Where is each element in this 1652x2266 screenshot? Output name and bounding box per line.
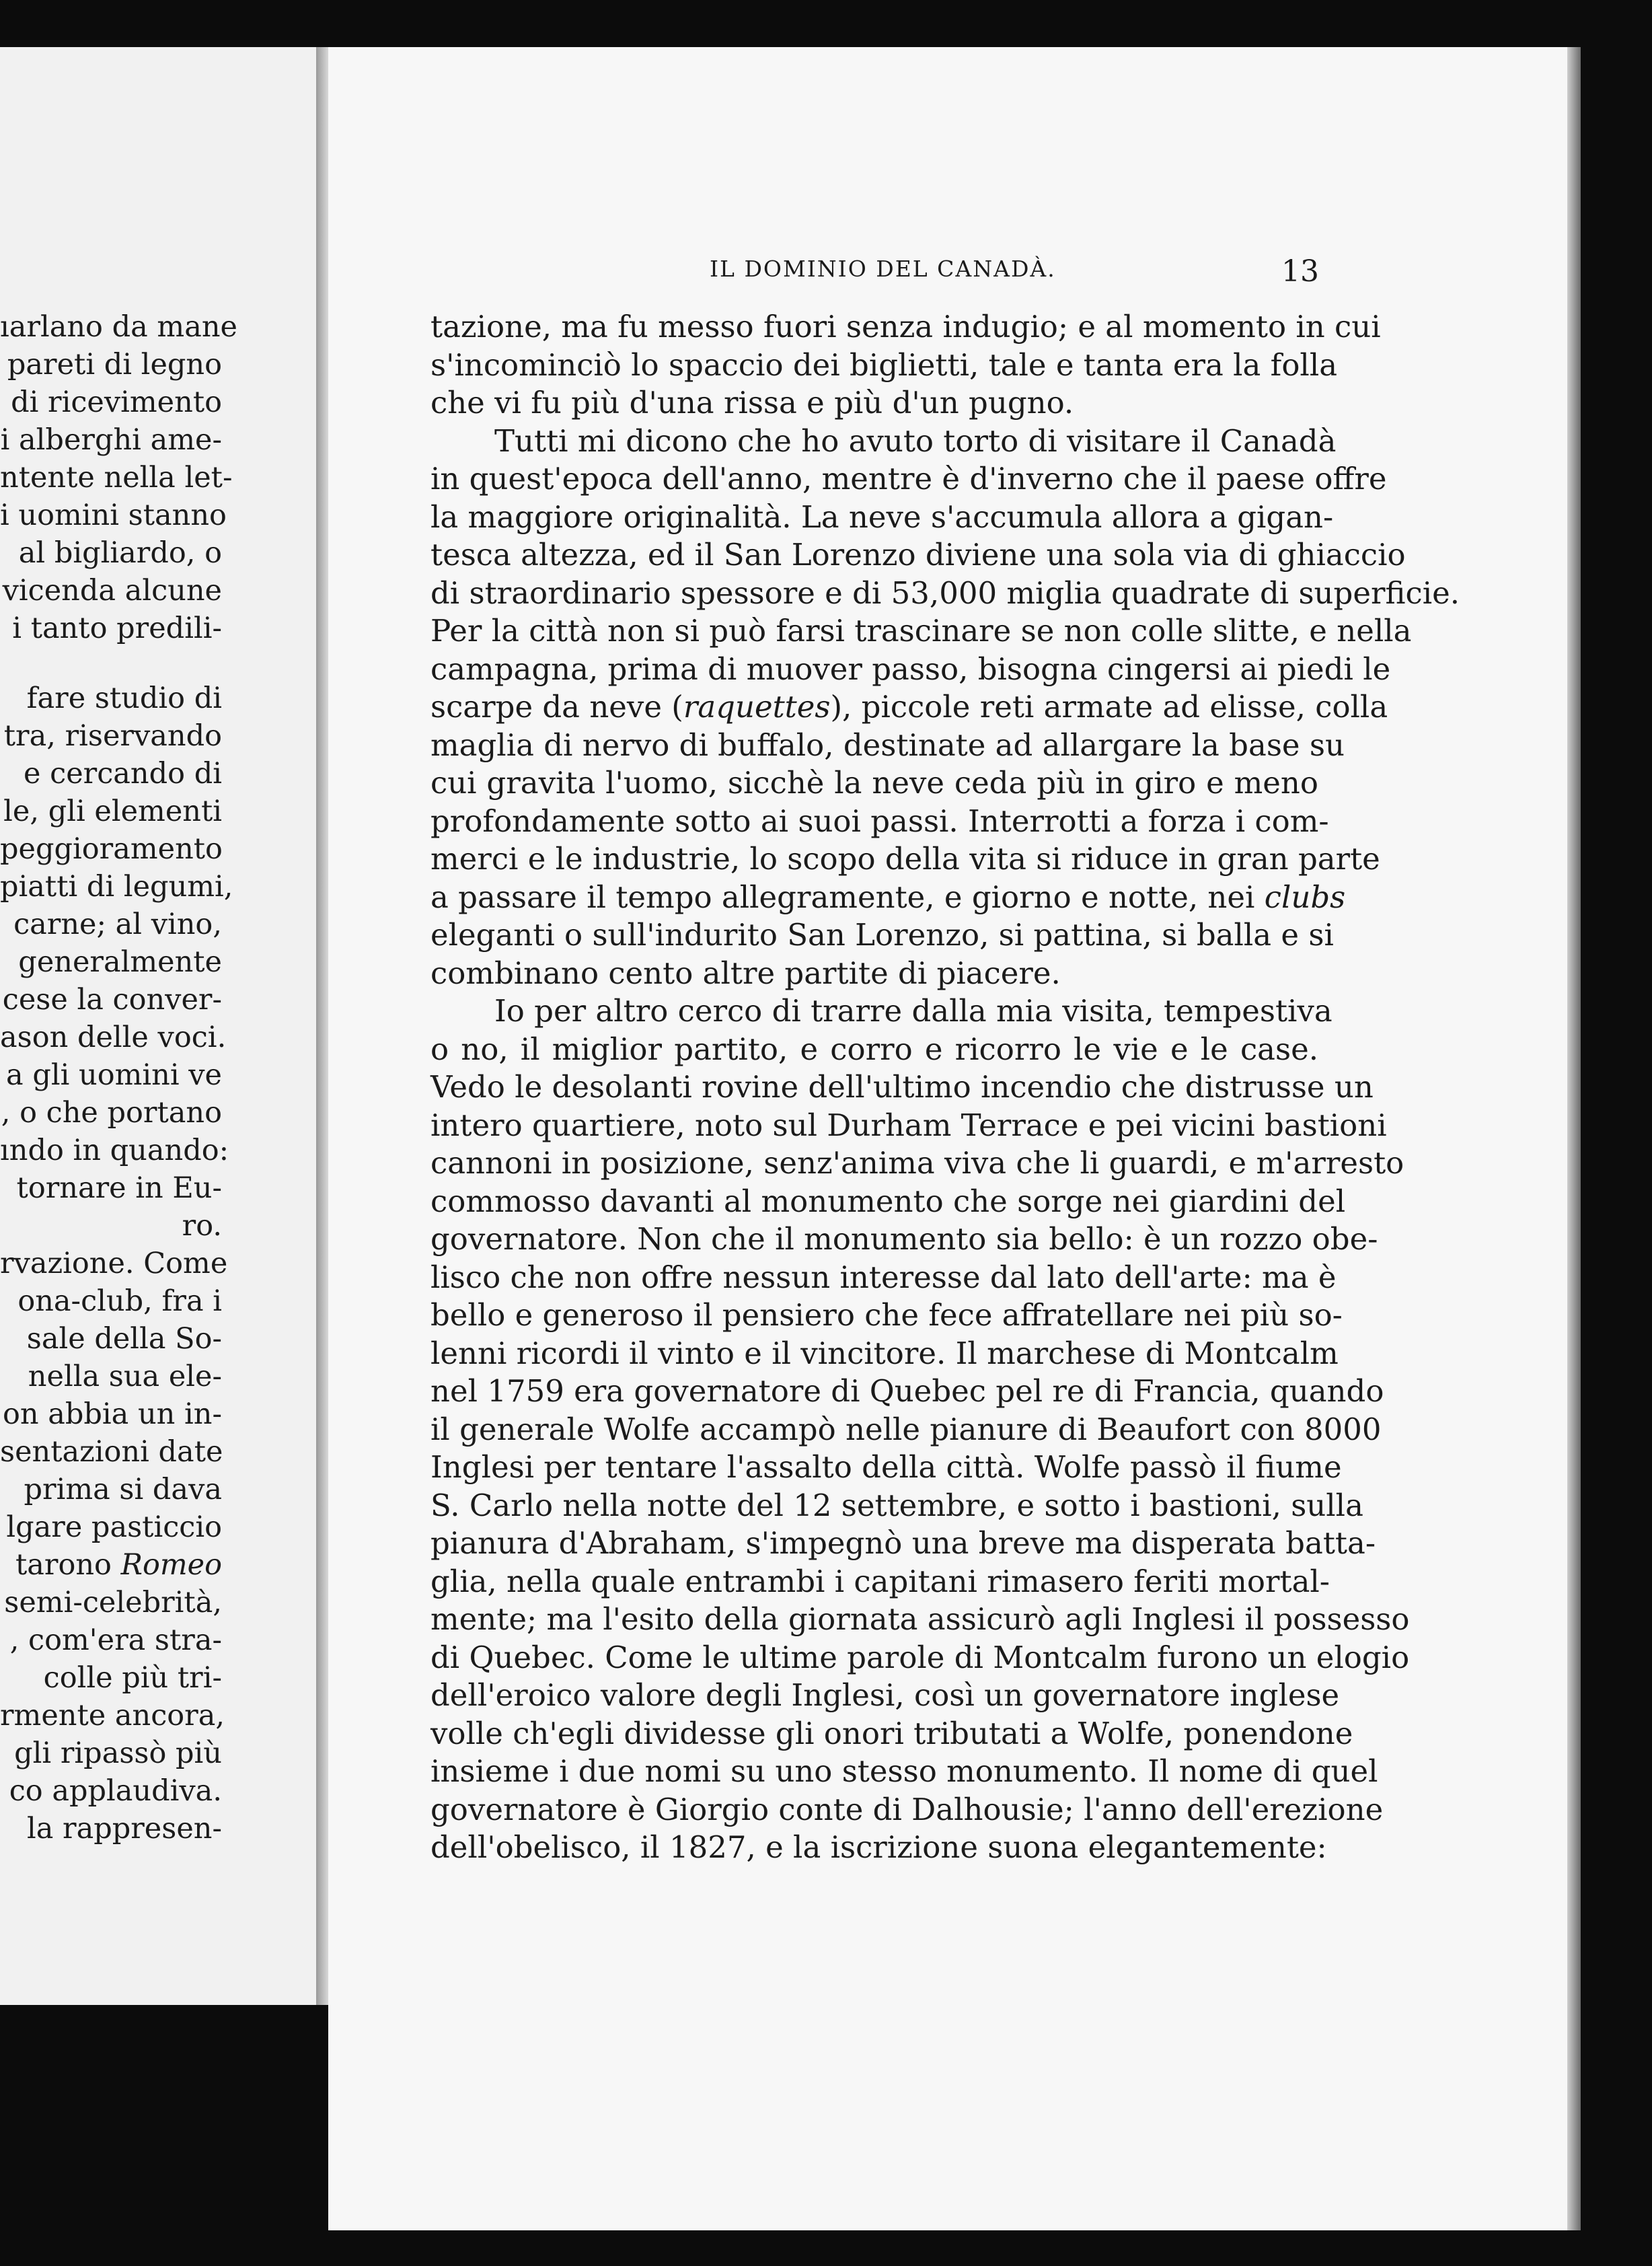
- text-line: insieme i due nomi su uno stesso monumento. Il nome di quel: [430, 1753, 1378, 1789]
- text-line: il generale Wolfe accampò nelle pianure di Beaufort con 8000: [430, 1411, 1382, 1447]
- text-line: di straordinario spessore e di 53,000 miglia quadrate di superficie.: [430, 575, 1460, 611]
- facing-page-line: piatti di legumi,: [0, 870, 233, 904]
- facing-page-line: semi-celebrità,: [4, 1586, 222, 1619]
- running-head: IL DOMINIO DEL CANADÀ.: [710, 256, 1056, 282]
- facing-page-line: peggioramento: [0, 832, 223, 866]
- text-line: combinano cento altre partite di piacere.: [430, 955, 1061, 991]
- facing-page-line: rvazione. Come: [0, 1247, 228, 1280]
- text-line: cui gravita l'uomo, sicchè la neve ceda più in giro e meno: [430, 765, 1318, 801]
- page-edge: [1567, 47, 1581, 2230]
- facing-page-line: tornare in Eu-: [16, 1171, 222, 1205]
- text-line: Per la città non si può farsi trascinare se non colle slitte, e nella: [430, 613, 1412, 649]
- facing-page-line: nella sua ele-: [28, 1360, 222, 1393]
- facing-page-line: i alberghi ame-: [0, 423, 222, 457]
- text-line: cannoni in posizione, senz'anima viva che li guardi, e m'arresto: [430, 1145, 1404, 1181]
- text-line: dell'eroico valore degli Inglesi, così un governatore inglese: [430, 1677, 1340, 1713]
- text-line: intero quartiere, noto sul Durham Terrace e pei vicini bastioni: [430, 1107, 1387, 1143]
- facing-page-line: prima si dava: [24, 1473, 222, 1506]
- text-line: merci e le industrie, lo scopo della vita si riduce in gran parte: [430, 841, 1380, 877]
- facing-page-line: colle più tri-: [43, 1661, 222, 1695]
- text-line: tesca altezza, ed il San Lorenzo diviene una sola via di ghiaccio: [430, 537, 1406, 573]
- facing-page-line: generalmente: [18, 945, 222, 979]
- text-line: Io per altro cerco di trarre dalla mia visita, tempestiva: [494, 993, 1332, 1029]
- facing-page-line: di ricevimento: [11, 386, 222, 419]
- facing-page-line: on abbia un in-: [2, 1397, 222, 1431]
- facing-page-line: e cercando di: [24, 757, 222, 791]
- text-line: mente; ma l'esito della giornata assicurò agli Inglesi il possesso: [430, 1601, 1410, 1637]
- text-line: profondamente sotto ai suoi passi. Interrotti a forza i com-: [430, 803, 1329, 839]
- italic-word: clubs: [1264, 879, 1346, 915]
- text-line: Vedo le desolanti rovine dell'ultimo incendio che distrusse un: [430, 1069, 1374, 1105]
- book-gutter: [316, 47, 328, 2005]
- text-line: pianura d'Abraham, s'impegnò una breve ma disperata batta-: [430, 1525, 1376, 1561]
- text-line: governatore è Giorgio conte di Dalhousie; l'anno dell'erezione: [430, 1791, 1384, 1827]
- facing-page-line: ıarlano da mane: [0, 310, 237, 344]
- facing-page-line: tarono Romeo: [15, 1548, 222, 1582]
- facing-page-line: a gli uomini ve: [6, 1058, 222, 1092]
- facing-page-line: sale della So-: [26, 1322, 222, 1356]
- facing-page-line: ntente nella let-: [0, 461, 233, 495]
- text-line: lenni ricordi il vinto e il vincitore. Il marchese di Montcalm: [430, 1335, 1339, 1371]
- text-line: S. Carlo nella notte del 12 settembre, e sotto i bastioni, sulla: [430, 1487, 1363, 1523]
- facing-page-line: le, gli elementi: [3, 795, 222, 828]
- italic-word: Romeo: [120, 1548, 222, 1582]
- facing-page-line: cese la conver-: [2, 983, 222, 1017]
- text-line: che vi fu più d'una rissa e più d'un pugno.: [430, 385, 1074, 421]
- text-line: glia, nella quale entrambi i capitani rimasero feriti mortal-: [430, 1563, 1330, 1599]
- italic-word: raquettes: [683, 689, 831, 725]
- text-line: maglia di nervo di buffalo, destinate ad allargare la base su: [430, 727, 1345, 763]
- facing-page-line: tra, riservando: [3, 719, 222, 753]
- facing-page-line: al bigliardo, o: [18, 536, 222, 570]
- facing-page-line: i tanto predili-: [12, 612, 222, 645]
- page-number: 13: [1281, 254, 1319, 289]
- facing-page-line: rmente ancora,: [0, 1699, 225, 1732]
- text-line: la maggiore originalità. La neve s'accumula allora a gigan-: [430, 499, 1334, 535]
- text-line: in quest'epoca dell'anno, mentre è d'inverno che il paese offre: [430, 461, 1387, 497]
- text-line: eleganti o sull'indurito San Lorenzo, si pattina, si balla e si: [430, 917, 1334, 953]
- text-line: tazione, ma fu messo fuori senza indugio; e al momento in cui: [430, 309, 1381, 344]
- facing-page-line: ason delle voci.: [0, 1021, 227, 1054]
- facing-page-line: lgare pasticcio: [6, 1510, 222, 1544]
- facing-page-line: pareti di legno: [7, 348, 222, 381]
- facing-page-line: vicenda alcune: [2, 574, 222, 608]
- text-line: nel 1759 era governatore di Quebec pel re di Francia, quando: [430, 1373, 1384, 1409]
- text-line: governatore. Non che il monumento sia bello: è un rozzo obe-: [430, 1221, 1378, 1257]
- text-line: Inglesi per tentare l'assalto della città. Wolfe passò il fiume: [430, 1449, 1342, 1485]
- text-line: lisco che non offre nessun interesse dal lato dell'arte: ma è: [430, 1259, 1337, 1295]
- facing-page-line: ındo in quando:: [0, 1134, 229, 1167]
- body-text: [430, 308, 1460, 1867]
- text-line: volle ch'egli dividesse gli onori tributati a Wolfe, ponendone: [430, 1715, 1353, 1751]
- facing-page-line: la rappresen-: [26, 1812, 222, 1845]
- facing-page-line: carne; al vino,: [13, 908, 222, 941]
- text-line: scarpe da neve (raquettes), piccole reti armate ad elisse, colla: [430, 689, 1388, 725]
- text-line: dell'obelisco, il 1827, e la iscrizione suona elegantemente:: [430, 1829, 1327, 1865]
- text-line: commosso davanti al monumento che sorge nei giardini del: [430, 1183, 1346, 1219]
- facing-page-line: co applaudiva.: [9, 1774, 222, 1808]
- facing-page-line: , o che portano: [1, 1096, 222, 1130]
- facing-page-line: fare studio di: [26, 682, 222, 715]
- text-line: campagna, prima di muover passo, bisogna cingersi ai piedi le: [430, 651, 1391, 687]
- text-line: o no, il miglior partito, e corro e ricorro le vie e le case.: [430, 1031, 1318, 1067]
- facing-page-line: sentazioni date: [0, 1435, 223, 1469]
- text-line: bello e generoso il pensiero che fece affratellare nei più so-: [430, 1297, 1343, 1333]
- facing-page-line: , com'era stra-: [9, 1623, 222, 1657]
- facing-page-line: ona-club, fra i: [17, 1284, 222, 1318]
- facing-page-line: ro.: [182, 1209, 222, 1243]
- text-line: a passare il tempo allegramente, e giorno e notte, nei clubs: [430, 879, 1346, 915]
- facing-page-line: gli ripassò più: [14, 1737, 222, 1770]
- facing-page-line: i uomini stanno: [0, 499, 227, 532]
- text-line: Tutti mi dicono che ho avuto torto di visitare il Canadà: [494, 423, 1337, 459]
- text-line: di Quebec. Come le ultime parole di Montcalm furono un elogio: [430, 1639, 1410, 1675]
- text-line: s'incominciò lo spaccio dei biglietti, tale e tanta era la folla: [430, 346, 1338, 383]
